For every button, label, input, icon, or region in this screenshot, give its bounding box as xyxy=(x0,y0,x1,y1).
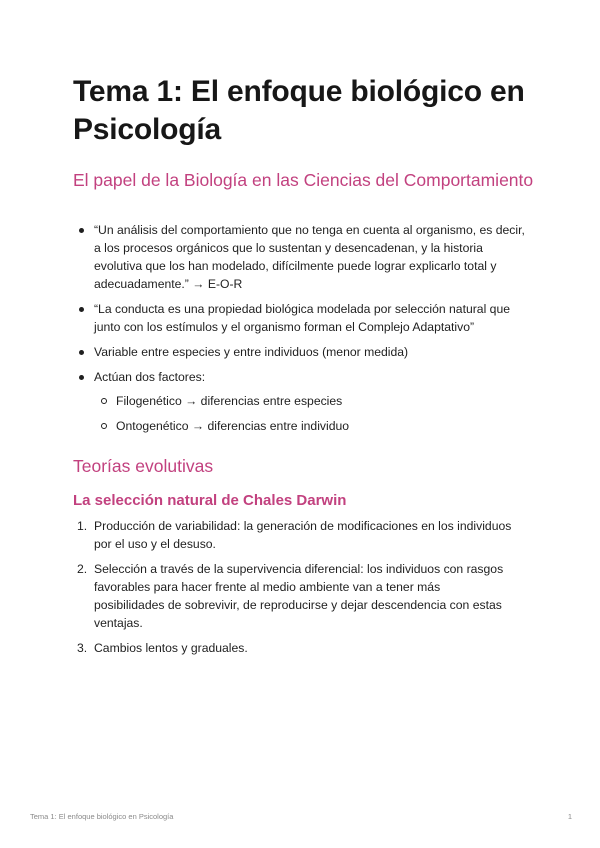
numbered-list-item xyxy=(73,639,513,657)
bullet-circle-icon xyxy=(101,398,107,404)
bullet-circle-icon xyxy=(101,423,107,429)
sub-list-item-text: Filogenético → diferencias entre especies xyxy=(116,394,343,408)
page-title: Tema 1: El enfoque biológico en Psicología xyxy=(73,75,525,146)
list-item-text: “Un análisis del comportamiento que no tenga en cuenta al organismo, es decir, a los procesos orgánicos que lo sustentan y desencadenan, y la historia evolutiva que los han modelado, difícilmente puede lograr explicarlo total y adecuadamente.” → E-O-R xyxy=(94,223,525,291)
list-item-text: Variable entre especies y entre individuos (menor medida) xyxy=(94,345,409,359)
bullet-dot-icon xyxy=(79,228,84,233)
bullet-dot-icon xyxy=(79,350,84,355)
bullet-dot-icon xyxy=(79,307,84,312)
list-item xyxy=(73,343,533,361)
numbered-list-item xyxy=(73,517,513,553)
sub-bullet-list xyxy=(94,392,533,435)
numbered-list-item-text: Cambios lentos y graduales. xyxy=(94,641,248,655)
bullet-list xyxy=(73,221,533,442)
list-number: 2. xyxy=(77,562,88,576)
list-item-text: “La conducta es una propiedad biológica modelada por selección natural que junto con los estímulos y el organismo forman el Complejo Adaptativo” xyxy=(94,302,511,334)
list-number: 3. xyxy=(77,641,88,655)
section-heading-biology: El papel de la Biología en las Ciencias del Comportamiento xyxy=(73,170,534,190)
list-item xyxy=(73,221,533,293)
sub-list-item xyxy=(94,417,533,435)
numbered-list-item-text: Producción de variabilidad: la generación de modificaciones en los individuos por el uso y el desuso. xyxy=(94,519,512,551)
page-number: 1 xyxy=(567,812,572,821)
numbered-list xyxy=(73,517,513,664)
sub-list-item xyxy=(94,392,533,410)
footer-title: Tema 1: El enfoque biológico en Psicología xyxy=(30,812,174,821)
section-heading-evolutionary-theories: Teorías evolutivas xyxy=(73,456,214,476)
list-item xyxy=(73,300,533,336)
list-item-text: Actúan dos factores: xyxy=(94,370,206,384)
subsection-heading-darwin: La selección natural de Chales Darwin xyxy=(73,492,347,509)
sub-list-item-text: Ontogenético → diferencias entre individuo xyxy=(116,419,350,433)
bullet-dot-icon xyxy=(79,375,84,380)
numbered-list-item xyxy=(73,560,513,632)
list-number: 1. xyxy=(77,519,88,533)
numbered-list-item-text: Selección a través de la supervivencia diferencial: los individuos con rasgos favorables para hacer frente al medio ambiente van a tener más posibilidades de sobrevivir, de reproducirse y dejar descendencia con estas ventajas. xyxy=(94,562,504,630)
list-item xyxy=(73,368,533,435)
